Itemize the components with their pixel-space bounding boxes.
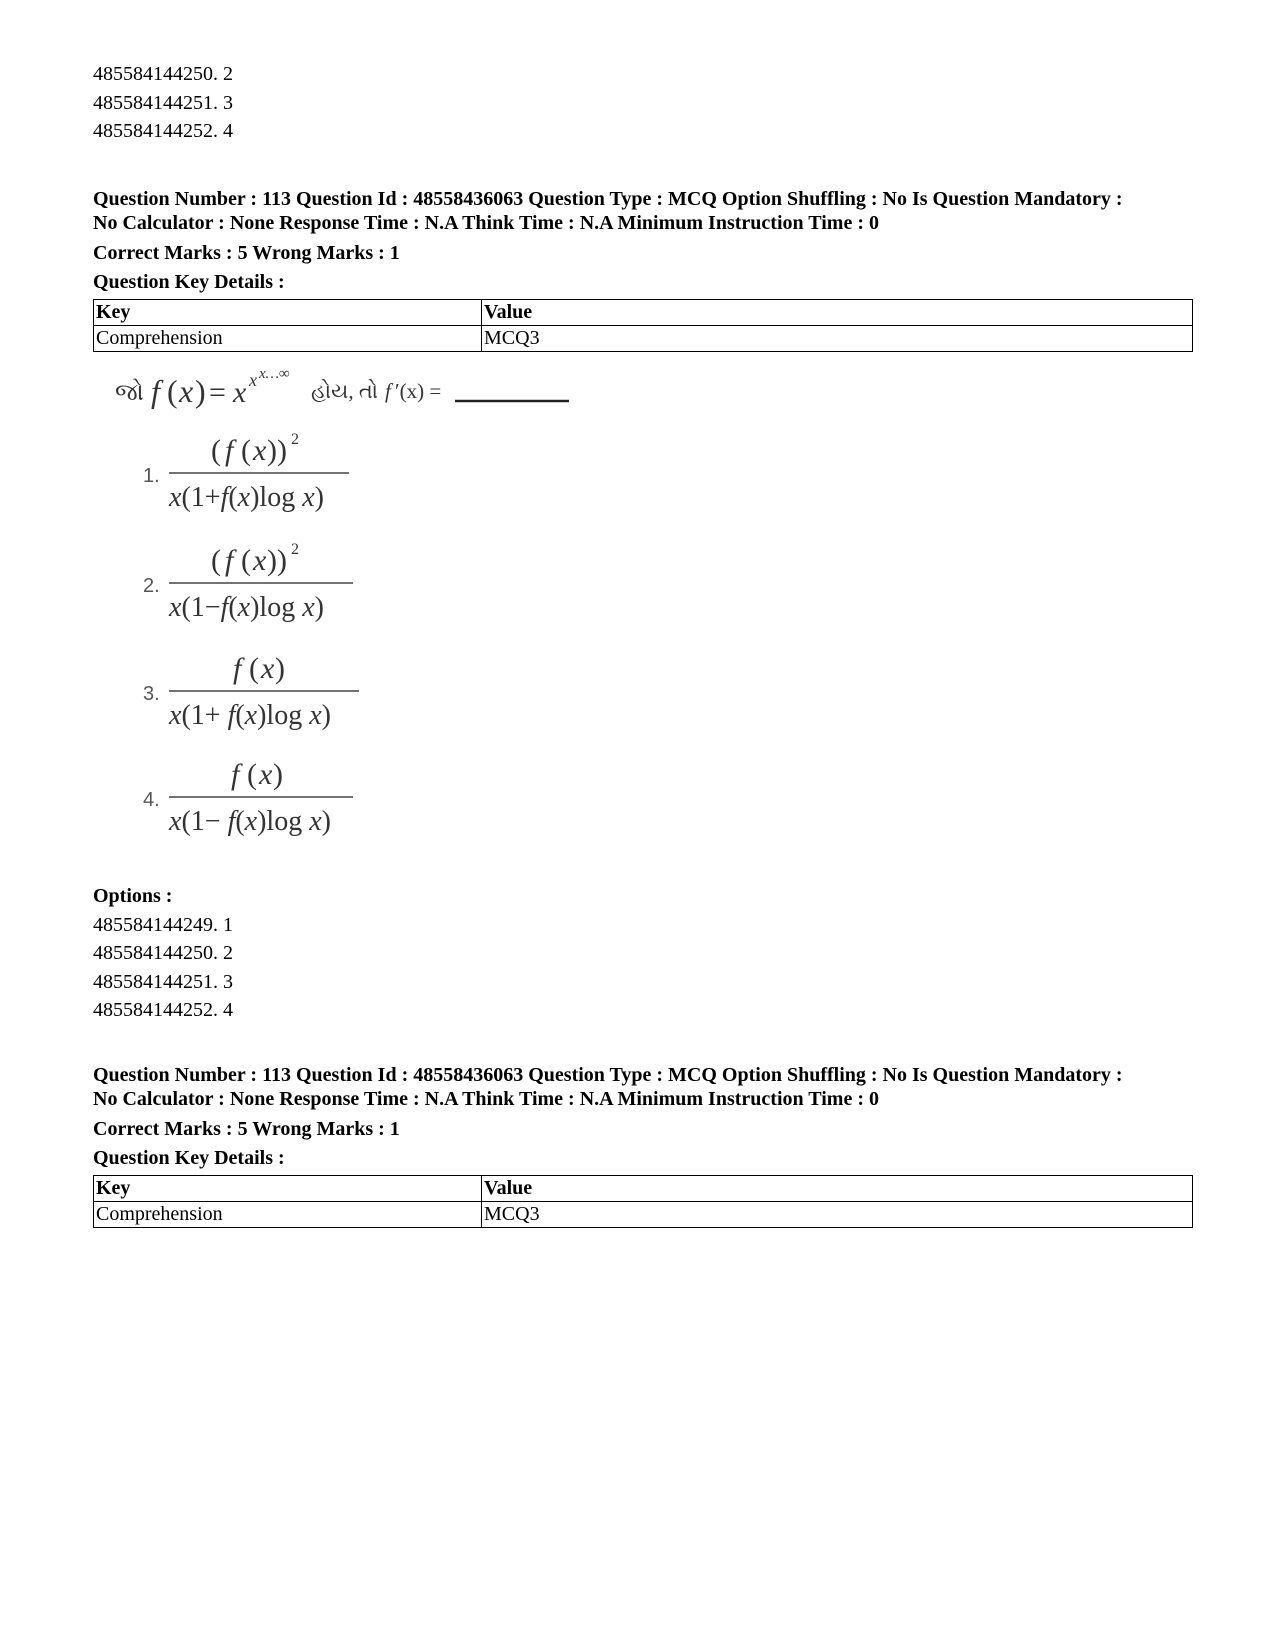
option-line: 485584144250. 2	[93, 63, 233, 85]
svg-text:(: (	[241, 543, 251, 577]
svg-text:(: (	[211, 433, 221, 467]
svg-text:x: x	[179, 372, 194, 409]
key-details-table	[93, 299, 1193, 352]
option-line: 485584144249. 1	[93, 913, 233, 936]
svg-text:x: x	[249, 369, 257, 390]
key-details-label: Question Key Details :	[93, 270, 285, 293]
question-image	[93, 360, 613, 880]
option-number-1: 1.	[143, 464, 160, 487]
question-mid-text: હોય, તો	[311, 378, 379, 403]
svg-text:2: 2	[291, 430, 299, 448]
svg-text:(: (	[247, 757, 257, 791]
svg-text:f: f	[225, 543, 234, 577]
svg-text:x: x	[261, 651, 275, 685]
table-header-key: Key	[94, 1175, 482, 1201]
svg-text:(: (	[167, 372, 178, 409]
svg-text:): )	[273, 757, 283, 791]
table-header-value: Value	[482, 1175, 1193, 1201]
svg-text:)): ))	[267, 543, 287, 577]
svg-text:x(1+f(x)log x): x(1+f(x)log x)	[169, 481, 324, 513]
table-cell-key: Comprehension	[94, 325, 482, 351]
svg-text:x…∞: x…∞	[259, 365, 290, 382]
marks-line: Correct Marks : 5 Wrong Marks : 1	[93, 1117, 400, 1140]
table-header-value: Value	[482, 299, 1193, 325]
key-details-table	[93, 1175, 1193, 1228]
option-line: 485584144252. 4	[93, 999, 233, 1021]
question-block	[93, 187, 1193, 352]
svg-text:(: (	[211, 543, 221, 577]
question-header-line1: Question Number : 113 Question Id : 48558436063 Question Type : MCQ Option Shuffling : No Is Question Mandatory :	[93, 187, 1123, 210]
svg-text:=: =	[209, 375, 226, 409]
table-cell-key: Comprehension	[94, 1201, 482, 1227]
key-details-label: Question Key Details :	[93, 1146, 285, 1169]
svg-text:x(1− f(x)log x): x(1− f(x)log x)	[169, 805, 331, 837]
svg-text:): )	[195, 372, 206, 409]
table-row	[94, 299, 1193, 325]
svg-text:′(x) =: ′(x) =	[395, 378, 442, 403]
svg-text:x(1−f(x)log x): x(1−f(x)log x)	[169, 591, 324, 623]
svg-text:(: (	[241, 433, 251, 467]
option-line: 485584144252. 4	[93, 120, 233, 142]
document-page	[93, 60, 1193, 1228]
svg-text:x: x	[233, 375, 247, 409]
table-cell-value: MCQ3	[482, 325, 1193, 351]
table-header-key: Key	[94, 299, 482, 325]
svg-text:x: x	[253, 433, 267, 467]
svg-text:f: f	[225, 433, 234, 467]
question-math-figure	[93, 360, 613, 880]
svg-text:x: x	[253, 543, 267, 577]
svg-text:f: f	[151, 372, 160, 409]
marks-line: Correct Marks : 5 Wrong Marks : 1	[93, 241, 400, 264]
question-header-line1: Question Number : 113 Question Id : 48558436063 Question Type : MCQ Option Shuffling : No Is Question Mandatory :	[93, 1063, 1123, 1086]
svg-text:f: f	[385, 378, 391, 403]
option-number-2: 2.	[143, 574, 160, 597]
option-number-4: 4.	[143, 788, 160, 811]
top-options-list	[93, 60, 1193, 146]
option-line: 485584144251. 3	[93, 970, 233, 993]
options-label: Options :	[93, 884, 173, 907]
svg-text:(: (	[249, 651, 259, 685]
svg-text:f: f	[231, 757, 240, 791]
svg-text:f: f	[233, 651, 242, 685]
table-cell-value: MCQ3	[482, 1201, 1193, 1227]
question-block	[93, 1063, 1193, 1228]
table-row	[94, 1175, 1193, 1201]
question-header-line2: No Calculator : None Response Time : N.A Think Time : N.A Minimum Instruction Time : 0	[93, 211, 879, 234]
svg-text:x(1+ f(x)log x): x(1+ f(x)log x)	[169, 699, 331, 731]
question-header-line2: No Calculator : None Response Time : N.A Think Time : N.A Minimum Instruction Time : 0	[93, 1087, 879, 1110]
svg-text:x: x	[259, 757, 273, 791]
options-list	[93, 911, 1193, 1025]
svg-text:2: 2	[291, 540, 299, 558]
option-line: 485584144251. 3	[93, 91, 233, 114]
option-line: 485584144250. 2	[93, 942, 233, 964]
svg-text:)): ))	[267, 433, 287, 467]
question-prefix: જો	[115, 379, 144, 406]
table-row	[94, 325, 1193, 351]
svg-text:): )	[275, 651, 285, 685]
table-row	[94, 1201, 1193, 1227]
option-number-3: 3.	[143, 682, 160, 705]
